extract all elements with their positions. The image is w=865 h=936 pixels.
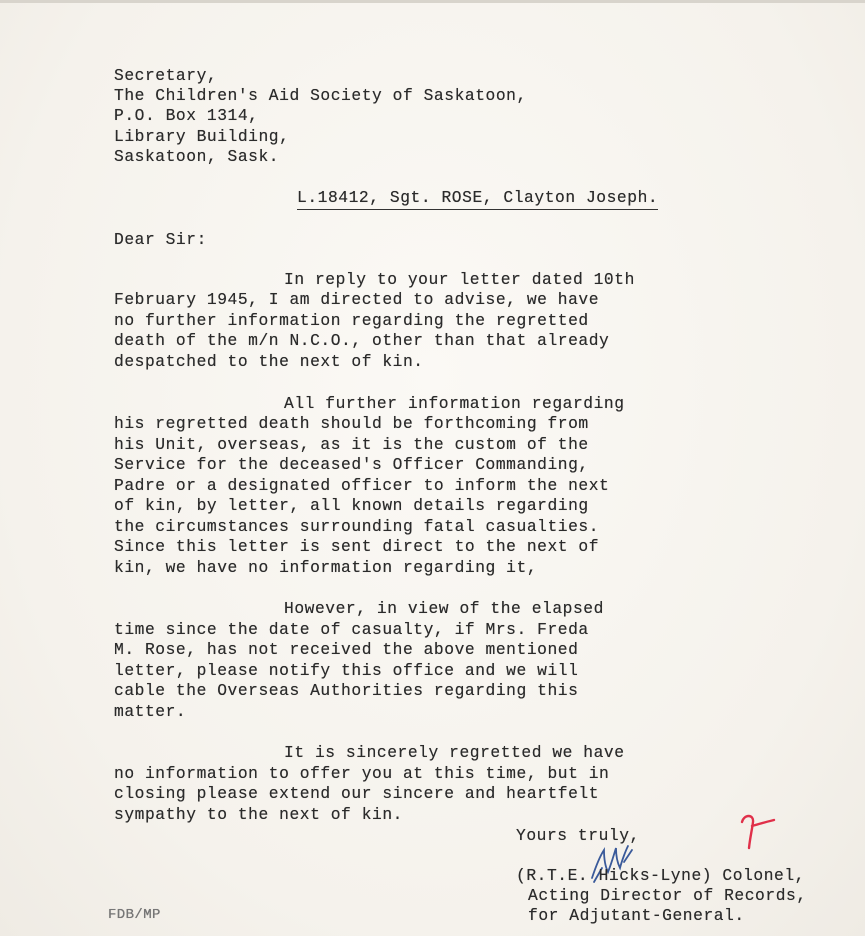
- paragraph-line: All further information regarding: [284, 394, 625, 413]
- signature-title: Acting Director of Records,: [528, 886, 807, 905]
- paragraph-line: It is sincerely regretted we have: [284, 743, 625, 762]
- paragraph-line: his Unit, overseas, as it is the custom of the: [114, 435, 589, 454]
- paragraph-line: M. Rose, has not received the above mentioned: [114, 640, 579, 659]
- paragraph-line: kin, we have no information regarding it,: [114, 558, 538, 577]
- paragraph-line: no further information regarding the regretted: [114, 311, 589, 330]
- paragraph-line: time since the date of casualty, if Mrs. Freda: [114, 620, 589, 639]
- paragraph-line: In reply to your letter dated 10th: [284, 270, 635, 289]
- paragraph-line: Since this letter is sent direct to the next of: [114, 537, 600, 556]
- signature-title: for Adjutant-General.: [528, 906, 745, 925]
- paragraph-line: matter.: [114, 702, 187, 721]
- paragraph-line: death of the m/n N.C.O., other than that already: [114, 331, 610, 350]
- address-line: P.O. Box 1314,: [114, 106, 259, 125]
- paragraph-line: of kin, by letter, all known details regarding: [114, 496, 589, 515]
- paragraph-line: However, in view of the elapsed: [284, 599, 604, 618]
- address-line: Saskatoon, Sask.: [114, 147, 280, 166]
- paragraph-line: the circumstances surrounding fatal casualties.: [114, 517, 600, 536]
- paragraph-line: Padre or a designated officer to inform the next: [114, 476, 610, 495]
- paragraph-line: letter, please notify this office and we will: [114, 661, 579, 680]
- paragraph-line: Service for the deceased's Officer Commanding,: [114, 455, 589, 474]
- page-top-edge: [0, 0, 865, 3]
- address-line: Library Building,: [114, 127, 290, 146]
- paragraph-line: despatched to the next of kin.: [114, 352, 424, 371]
- paragraph-line: sympathy to the next of kin.: [114, 805, 403, 824]
- address-line: Secretary,: [114, 66, 218, 85]
- subject-line: L.18412, Sgt. ROSE, Clayton Joseph.: [297, 188, 658, 210]
- salutation: Dear Sir:: [114, 230, 207, 249]
- address-line: The Children's Aid Society of Saskatoon,: [114, 86, 527, 105]
- reference-initials: FDB/MP: [108, 907, 161, 923]
- closing: Yours truly,: [516, 826, 640, 845]
- paragraph-line: closing please extend our sincere and heartfelt: [114, 784, 600, 803]
- paragraph-line: his regretted death should be forthcoming from: [114, 414, 589, 433]
- paragraph-line: no information to offer you at this time, but in: [114, 764, 610, 783]
- paragraph-line: February 1945, I am directed to advise, we have: [114, 290, 600, 309]
- signature-name: (R.T.E. Hicks-Lyne) Colonel,: [516, 866, 805, 885]
- paragraph-line: cable the Overseas Authorities regarding this: [114, 681, 579, 700]
- red-pencil-mark-icon: [738, 812, 780, 856]
